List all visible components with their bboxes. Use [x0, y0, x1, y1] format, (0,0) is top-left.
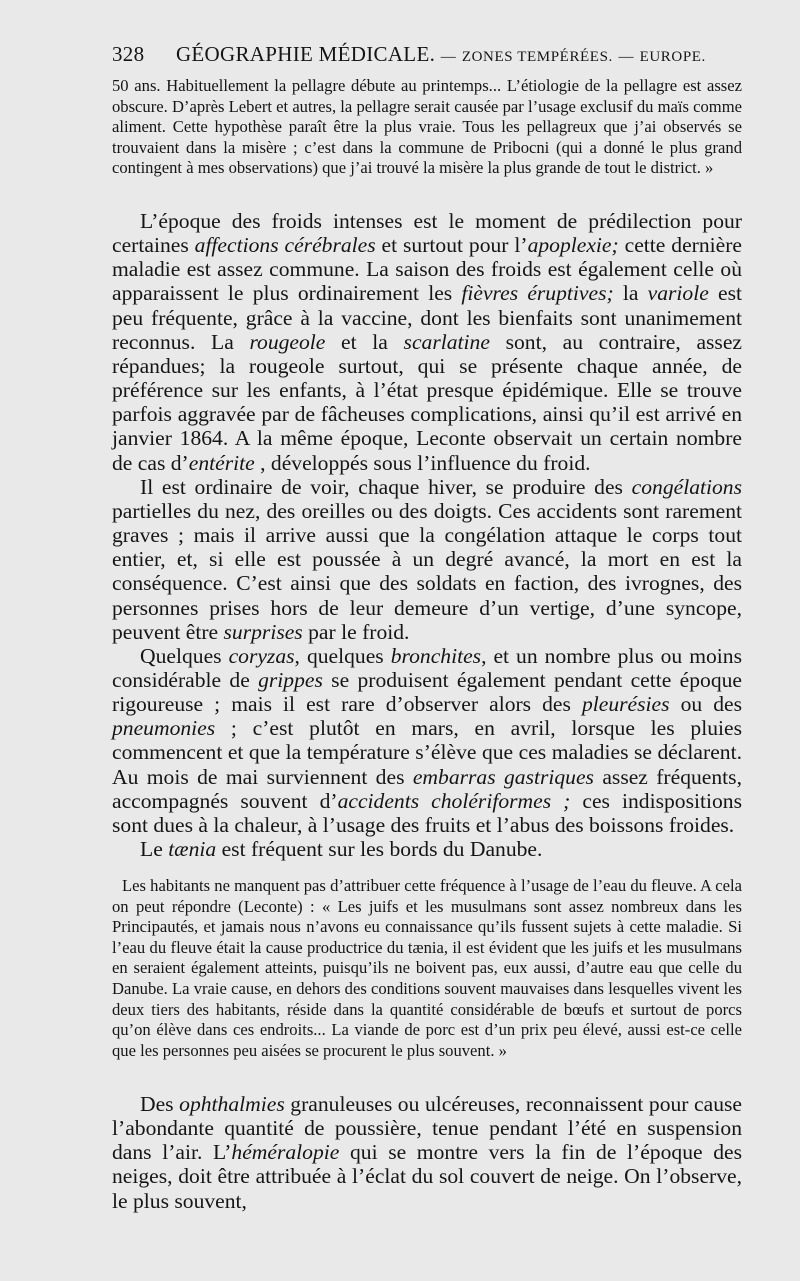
header-separator: — [618, 49, 635, 65]
quote-paragraph: Les habitants ne manquent pas d’attribuer cette fréquence à l’usage de l’eau du fleuve. A cela on peut répondre (Leconte) : « Les juifs et les musulmans sont assez nombreux dans les Principautés, et jamais nous n’avons eu connaissance qu’ils fussent sujets à cette maladie. Si l’eau du fleuve était la cause productrice du tænia, il est évident que les juifs et les musulmans en seraient également atteints, puisqu’ils ne boivent pas, eux aussi, d’autre eau que celle du Danube. La vraie cause, en dehors des conditions souvent mauvaises dans lesquelles vivent les deux tiers des habitants, réside dans la quantité considérable de bœufs et surtout de porcs qu’on élève dans ces endroits... La viande de porc est d’un prix peu élevé, aussi est-ce celle que les personnes peu aisées se procurent le plus souvent. » [112, 876, 742, 1060]
paragraph-respiratory: Quelques coryzas, quelques bronchites, et un nombre plus ou moins considérable de grippes se produisent également pendant cette époque rigoureuse ; mais il est rare d’observer alors des pleurésies ou des pneumonies ; c’est plutôt en mars, en avril, lorsque les pluies commencent et que la température s’élève que ces maladies se déclarent. Au mois de mai surviennent des embarras gastriques assez fréquents, accompagnés souvent d’accidents cholériformes ; ces indispositions sont dues à la chaleur, à l’usage des fruits et l’abus des boissons froides. [112, 643, 742, 837]
paragraph-ophthalmia: Des ophthalmies granuleuses ou ulcéreuses, reconnaissent pour cause l’abondante quantité de poussière, tenue pendant l’été en suspension dans l’air. L’héméralopie qui se montre vers la fin de l’époque des neiges, doit être attribuée à l’éclat du sol couvert de neige. On l’observe, le plus souvent, [112, 1092, 743, 1213]
quote-continuation [112, 76, 742, 179]
header-title: GÉOGRAPHIE MÉDICALE. [175, 42, 436, 66]
main-text-block-2 [112, 1092, 742, 1213]
header-region: EUROPE. [639, 49, 706, 65]
paragraph-frostbite: Il est ordinaire de voir, chaque hiver, se produire des congélations partielles du nez, des oreilles ou des doigts. Ces accidents sont rarement graves ; mais il arrive aussi que la congélation attaque le corps tout entier, et, si elle est poussée à un degré avancé, la mort en est la conséquence. C’est ainsi que des soldats en faction, des ivrognes, des personnes prises hors de leur demeure d’un vertige, d’une syncope, peuvent être surprises par le froid. [112, 474, 742, 644]
header-separator: — [440, 49, 457, 65]
running-header [112, 42, 742, 67]
quote-leconte [112, 876, 742, 1061]
paragraph-cold-diseases: L’époque des froids intenses est le moment de prédilection pour certaines affections cérébrales et surtout pour l’apoplexie; cette dernière maladie est assez commune. La saison des froids est également celle où apparaissent le plus ordinairement les fièvres éruptives; la variole est peu fréquente, grâce à la vaccine, dont les bienfaits sont unanimement reconnus. La rougeole et la scarlatine sont, au contraire, assez répandues; la rougeole surtout, qui se présente chaque année, de préférence sur les enfants, à l’état presque épidémique. Elle se trouve parfois aggravée par de fâcheuses complications, ainsi qu’il est arrivé en janvier 1864. A la même époque, Leconte observait un certain nombre de cas d’entérite , développés sous l’influence du froid. [112, 209, 742, 475]
quote-paragraph: 50 ans. Habituellement la pellagre débute au printemps... L’étiologie de la pellagre est assez obscure. D’après Lebert et autres, la pellagre serait causée par l’usage exclusif du maïs comme aliment. Cette hypothèse paraît être la plus vraie. Tous les pellagreux que j’ai observés se trouvaient dans la misère ; c’est dans la commune de Pribocni (qui a donné le plus grand contingent à mes observations) que j’ai trouvé la misère la plus grande de tout le district. » [112, 76, 742, 178]
paragraph-taenia: Le tænia est fréquent sur les bords du Danube. [140, 837, 543, 862]
main-text-block-1 [112, 209, 742, 861]
header-section: ZONES TEMPÉRÉES. [461, 49, 613, 65]
page-number: 328 [112, 42, 145, 66]
